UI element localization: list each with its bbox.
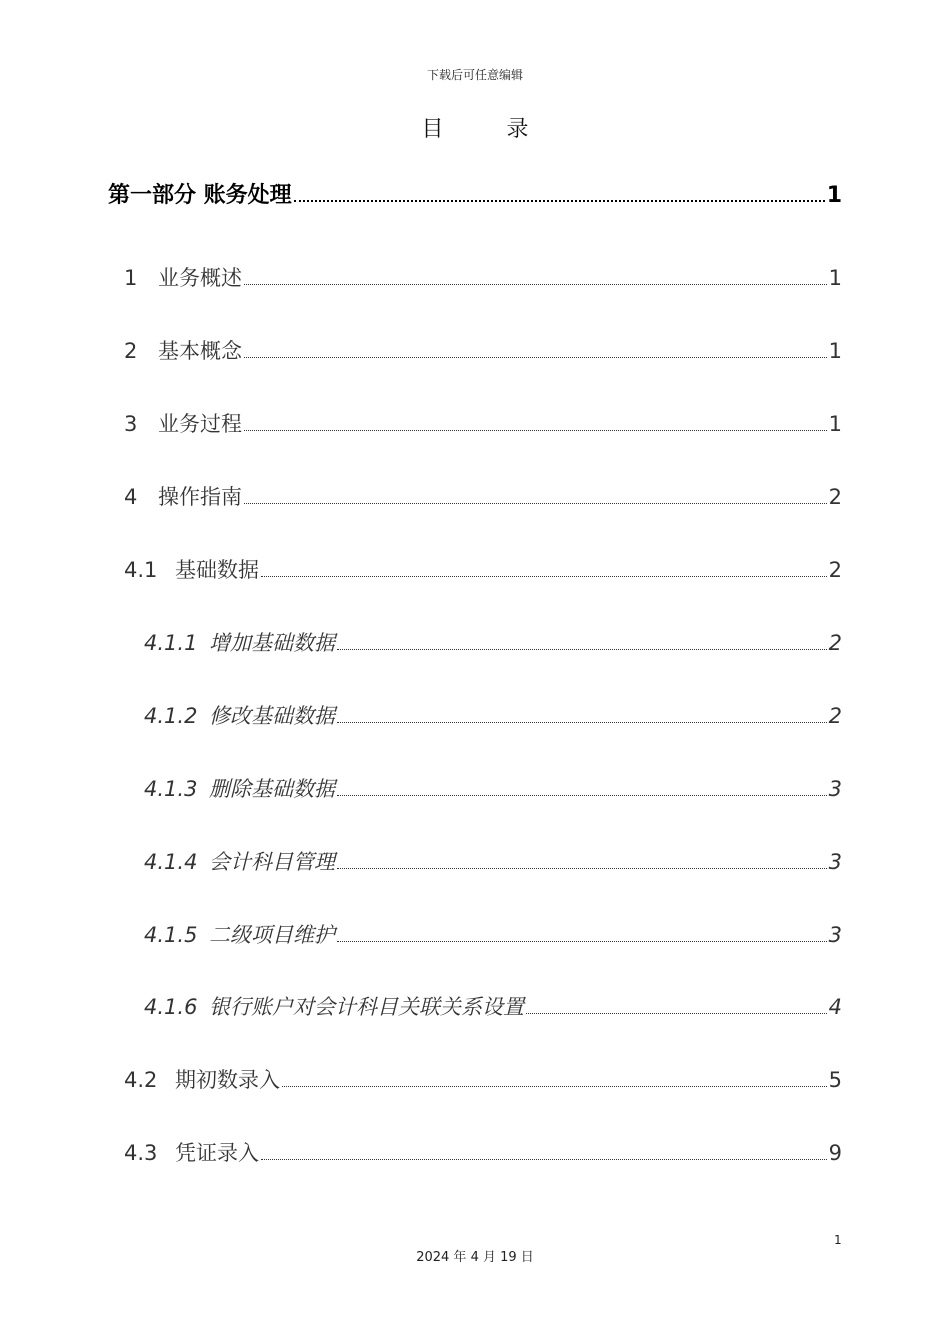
toc-leader-dots xyxy=(244,356,827,358)
toc-entry[interactable] xyxy=(124,262,842,292)
toc-entry-number: 4.1.1 xyxy=(144,631,198,655)
toc-entry-number: 1 xyxy=(124,266,138,290)
page-number: 1 xyxy=(834,1233,842,1247)
toc-entry-number: 4.1.5 xyxy=(144,923,198,947)
toc-entry[interactable] xyxy=(124,481,842,511)
toc-entry-label: 凭证录入 xyxy=(175,1141,259,1165)
toc-entry-number: 4.2 xyxy=(124,1068,158,1092)
toc-entry-label: 二级项目维护 xyxy=(209,923,335,947)
toc-leader-dots xyxy=(282,1085,827,1087)
toc-leader-dots xyxy=(261,1158,827,1160)
toc-entry-page: 2 xyxy=(828,485,842,509)
toc-entry-number: 4.3 xyxy=(124,1141,158,1165)
toc-entry-label: 基本概念 xyxy=(158,339,242,363)
toc-entry-number: 4 xyxy=(124,485,138,509)
toc-entry-page: 5 xyxy=(828,1068,842,1092)
toc-entry-number: 4.1 xyxy=(124,558,158,582)
toc-leader-dots xyxy=(244,502,827,504)
toc-entry-number: 4.1.2 xyxy=(144,704,198,728)
toc-entry-page: 3 xyxy=(828,777,842,801)
toc-leader-dots xyxy=(337,648,827,650)
toc-entry-page: 2 xyxy=(828,631,842,655)
toc-leader-dots xyxy=(526,1012,827,1014)
toc-entry-label: 会计科目管理 xyxy=(209,850,335,874)
toc-leader-dots xyxy=(261,575,827,577)
header-note: 下载后可任意编辑 xyxy=(426,68,523,82)
footer-date: 2024 年 4 月 19 日 xyxy=(416,1250,534,1265)
toc-entry-page: 4 xyxy=(828,995,842,1019)
toc-entry-number: 4.1.3 xyxy=(144,777,198,801)
toc-entry-number: 2 xyxy=(124,339,138,363)
toc-entry[interactable] xyxy=(108,178,842,209)
toc-leader-dots xyxy=(337,721,827,723)
toc-entry-number: 4.1.6 xyxy=(144,995,198,1019)
toc-entry[interactable] xyxy=(124,408,842,438)
toc-entry-label: 操作指南 xyxy=(158,485,242,509)
toc-entry[interactable] xyxy=(124,1137,842,1167)
toc-entry-page: 9 xyxy=(828,1141,842,1165)
toc-entry[interactable] xyxy=(124,554,842,584)
toc-leader-dots xyxy=(294,199,825,202)
toc-entry-label: 银行账户对会计科目关联关系设置 xyxy=(209,995,524,1019)
toc-entry-label: 修改基础数据 xyxy=(209,704,335,728)
toc-leader-dots xyxy=(337,940,827,942)
toc-entry-page: 1 xyxy=(828,412,842,436)
toc-entry-label: 业务过程 xyxy=(158,412,242,436)
toc-entry-page: 1 xyxy=(828,339,842,363)
toc-entry[interactable] xyxy=(144,846,842,876)
toc-entry[interactable] xyxy=(144,991,842,1021)
toc-entry-label: 业务概述 xyxy=(158,266,242,290)
toc-entry-label: 期初数录入 xyxy=(175,1068,280,1092)
toc-entry-page: 3 xyxy=(828,923,842,947)
toc-entry-page: 3 xyxy=(828,850,842,874)
toc-entry-page: 2 xyxy=(828,704,842,728)
toc-entry-label: 增加基础数据 xyxy=(209,631,335,655)
toc-entry[interactable] xyxy=(144,700,842,730)
toc-entry-label: 删除基础数据 xyxy=(209,777,335,801)
toc-entry[interactable] xyxy=(124,1064,842,1094)
toc-entry-label: 第一部分 账务处理 xyxy=(108,183,292,208)
toc-entry-page: 1 xyxy=(828,266,842,290)
toc-entry[interactable] xyxy=(144,919,842,949)
toc-entry[interactable] xyxy=(144,773,842,803)
toc-entry-page: 1 xyxy=(826,183,842,208)
toc-entry-page: 2 xyxy=(828,558,842,582)
toc-leader-dots xyxy=(337,794,827,796)
toc-entry-label: 基础数据 xyxy=(175,558,259,582)
toc-leader-dots xyxy=(244,283,827,285)
toc-title: 目 录 xyxy=(421,117,557,142)
toc-leader-dots xyxy=(337,867,827,869)
toc-leader-dots xyxy=(244,429,827,431)
toc-entry[interactable] xyxy=(124,335,842,365)
toc-entry-number: 3 xyxy=(124,412,138,436)
toc-entry-number: 4.1.4 xyxy=(144,850,198,874)
toc-entry[interactable] xyxy=(144,627,842,657)
